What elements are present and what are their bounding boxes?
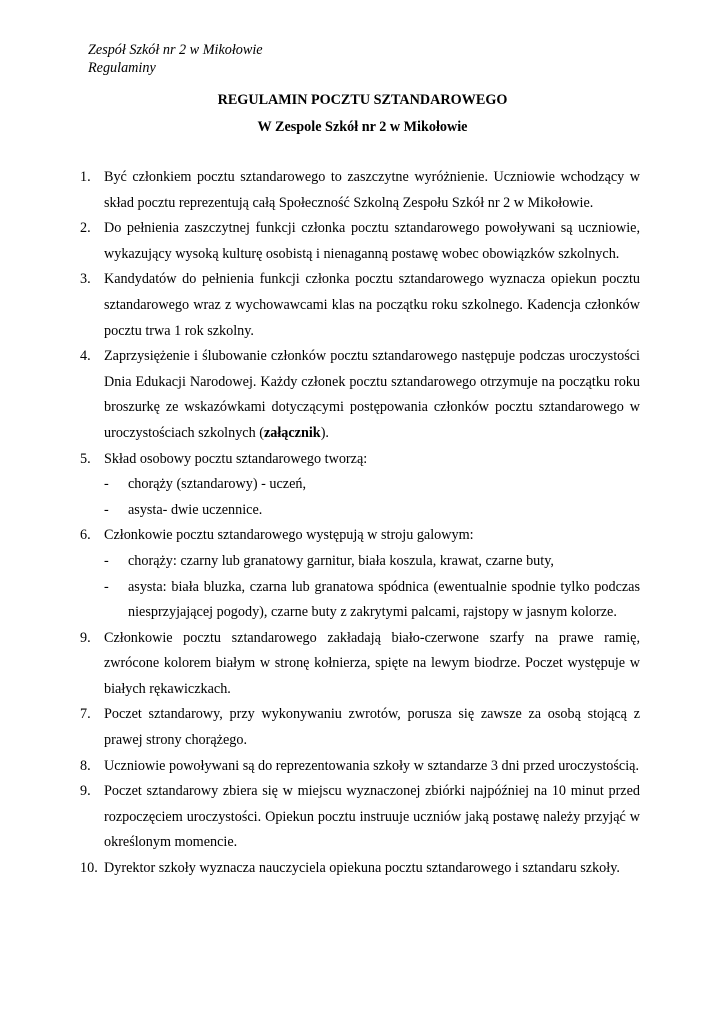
sub-list-item (104, 549, 640, 575)
item-number: 10. (80, 860, 98, 877)
sub-list-item (104, 575, 640, 626)
list-item (80, 165, 640, 216)
item-number: 3. (80, 271, 91, 288)
item-text: Dyrektor szkoły wyznacza nauczyciela opiekuna pocztu sztandarowego i sztandaru szkoły. (104, 860, 620, 877)
item-text: Poczet sztandarowy zbiera się w miejscu wyznaczonej zbiórki najpóźniej na 10 minut przed rozpoczęciem uroczystości. Opiekun pocztu instruuje uczniów jaką postawę należy przyjąć w określonym momencie. (104, 783, 640, 851)
item-number: 5. (80, 450, 91, 467)
attachment-reference: załącznik (263, 424, 321, 441)
item-text: Skład osobowy pocztu sztandarowego tworzą: (104, 450, 368, 467)
dash-bullet: - (104, 476, 109, 493)
item-number: 2. (80, 220, 91, 237)
document-header (88, 41, 263, 77)
item-text: Poczet sztandarowy, przy wykonywaniu zwrotów, porusza się zawsze za osobą stojącą z prawej strony chorążego. (104, 706, 640, 749)
item-number: 1. (80, 169, 91, 185)
list-item (80, 523, 640, 549)
item-text-before: Zaprzysiężenie i ślubowanie członków pocztu sztandarowego następuje podczas uroczystości Dnia Edukacji Narodowej. Każdy członek pocztu sztandarowego otrzymuje na początku roku broszurkę ze wskazówkami dotyczącymi postępowania członków pocztu sztandarowego w uroczystościach szkolnych ( (104, 348, 640, 441)
list-item (80, 779, 640, 856)
item-number: 7. (80, 706, 91, 723)
item-text: Członkowie pocztu sztandarowego zakładają biało-czerwone szarfy na prawe ramię, zwrócone kolorem białym w stronę kołnierza, spięte na lewym biodrze. Poczet występuje w białych rękawiczkach. (104, 629, 640, 697)
sub-item-text: asysta: biała bluzka, czarna lub granatowa spódnica (ewentualnie spodnie tylko podczas niesprzyjającej pogody), czarne buty z zakrytymi palcami, rajstopy w jasnym kolorze. (128, 578, 640, 621)
list-item (80, 856, 640, 882)
list-item (80, 216, 640, 267)
item-text: Kandydatów do pełnienia funkcji członka pocztu sztandarowego wyznacza opiekun pocztu sztandarowego wraz z wychowawcami klas na początku roku szkolnego. Kadencja członków pocztu trwa 1 rok szkolny. (104, 271, 640, 339)
list-item (80, 447, 640, 473)
item-text: Do pełnienia zaszczytnej funkcji członka pocztu sztandarowego powoływani są uczniowie, wykazujący wysoką kulturę osobistą i nienaganną postawę wobec obowiązków szkolnych. (104, 220, 640, 262)
dash-bullet: - (104, 578, 109, 595)
item-number: 9. (80, 783, 91, 800)
item-text: Członkowie pocztu sztandarowego występują w stroju galowym: (104, 527, 474, 544)
item-number: 6. (80, 527, 91, 544)
sub-list-item (104, 498, 640, 524)
list-item (80, 754, 640, 780)
sub-item-text: chorąży (sztandarowy) - uczeń, (128, 476, 307, 493)
item-text (104, 344, 640, 446)
sub-item-text: chorąży: czarny lub granatowy garnitur, biała koszula, krawat, czarne buty, (128, 552, 554, 569)
item-number: 4. (80, 348, 91, 365)
regulation-list (80, 165, 640, 882)
list-item (80, 344, 640, 446)
item-text: Być członkiem pocztu sztandarowego to zaszczytne wyróżnienie. Uczniowie wchodzący w skład pocztu reprezentują całą Społeczność Szkolną Zespołu Szkół nr 2 w Mikołowie. (104, 169, 640, 211)
list-item (80, 626, 640, 703)
document-subtitle: W Zespole Szkół nr 2 w Mikołowie (257, 119, 468, 135)
dash-bullet: - (104, 552, 109, 569)
dash-bullet: - (104, 501, 109, 518)
list-item (80, 267, 640, 344)
item-number: 8. (80, 757, 91, 774)
item-number: 9. (80, 629, 91, 646)
document-title: REGULAMIN POCZTU SZTANDAROWEGO (217, 92, 508, 108)
header-school-name: Zespół Szkół nr 2 w Mikołowie (88, 42, 263, 58)
header-section: Regulaminy (88, 60, 156, 76)
item-text-after: ). (320, 424, 329, 441)
sub-item-text: asysta- dwie uczennice. (128, 501, 263, 518)
item-text: Uczniowie powoływani są do reprezentowania szkoły w sztandarze 3 dni przed uroczystością. (104, 757, 639, 774)
sub-list-item (104, 472, 640, 498)
list-item (80, 702, 640, 753)
